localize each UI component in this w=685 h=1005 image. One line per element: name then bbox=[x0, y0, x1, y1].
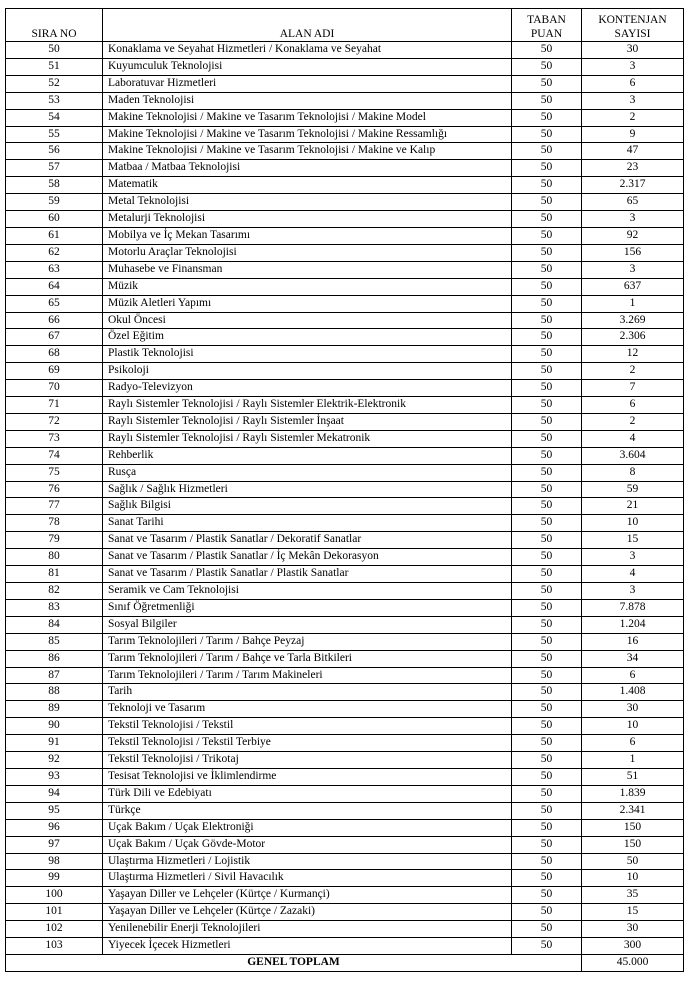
cell-sira-no: 59 bbox=[6, 194, 103, 211]
cell-sira-no: 98 bbox=[6, 853, 103, 870]
cell-taban-puan: 50 bbox=[512, 887, 582, 904]
cell-sira-no: 50 bbox=[6, 42, 103, 59]
cell-kontenjan: 30 bbox=[582, 42, 684, 59]
cell-sira-no: 54 bbox=[6, 109, 103, 126]
table-row bbox=[6, 380, 684, 397]
cell-taban-puan: 50 bbox=[512, 515, 582, 532]
table-row bbox=[6, 42, 684, 59]
cell-kontenjan: 3 bbox=[582, 549, 684, 566]
cell-sira-no: 70 bbox=[6, 380, 103, 397]
cell-alan-adi: Tekstil Teknolojisi / Tekstil Terbiye bbox=[103, 735, 512, 752]
table-row bbox=[6, 295, 684, 312]
cell-kontenjan: 1 bbox=[582, 295, 684, 312]
cell-sira-no: 92 bbox=[6, 752, 103, 769]
cell-alan-adi: Sanat ve Tasarım / Plastik Sanatlar / İç Mekân Dekorasyon bbox=[103, 549, 512, 566]
cell-taban-puan: 50 bbox=[512, 464, 582, 481]
table-row bbox=[6, 904, 684, 921]
total-row bbox=[6, 954, 684, 971]
cell-kontenjan: 6 bbox=[582, 667, 684, 684]
cell-kontenjan: 12 bbox=[582, 346, 684, 363]
cell-alan-adi: Kuyumculuk Teknolojisi bbox=[103, 58, 512, 75]
cell-sira-no: 86 bbox=[6, 650, 103, 667]
cell-taban-puan: 50 bbox=[512, 363, 582, 380]
cell-taban-puan: 50 bbox=[512, 447, 582, 464]
table-row bbox=[6, 329, 684, 346]
cell-kontenjan: 2 bbox=[582, 109, 684, 126]
total-label: GENEL TOPLAM bbox=[6, 954, 582, 971]
cell-sira-no: 62 bbox=[6, 244, 103, 261]
cell-kontenjan: 35 bbox=[582, 887, 684, 904]
cell-alan-adi: Tarım Teknolojileri / Tarım / Bahçe Peyzaj bbox=[103, 633, 512, 650]
cell-taban-puan: 50 bbox=[512, 583, 582, 600]
cell-sira-no: 81 bbox=[6, 566, 103, 583]
cell-alan-adi: Raylı Sistemler Teknolojisi / Raylı Sistemler Elektrik-Elektronik bbox=[103, 397, 512, 414]
table-row bbox=[6, 92, 684, 109]
cell-sira-no: 97 bbox=[6, 836, 103, 853]
cell-sira-no: 93 bbox=[6, 768, 103, 785]
cell-kontenjan: 16 bbox=[582, 633, 684, 650]
cell-taban-puan: 50 bbox=[512, 785, 582, 802]
cell-taban-puan: 50 bbox=[512, 532, 582, 549]
header-kontenjan-line2: SAYISI bbox=[614, 27, 651, 40]
cell-taban-puan: 50 bbox=[512, 75, 582, 92]
quota-table bbox=[5, 8, 684, 972]
cell-sira-no: 67 bbox=[6, 329, 103, 346]
cell-kontenjan: 3.604 bbox=[582, 447, 684, 464]
header-taban-puan-line1: TABAN bbox=[527, 14, 566, 26]
cell-kontenjan: 1.839 bbox=[582, 785, 684, 802]
cell-taban-puan: 50 bbox=[512, 802, 582, 819]
cell-taban-puan: 50 bbox=[512, 177, 582, 194]
cell-sira-no: 77 bbox=[6, 498, 103, 515]
cell-alan-adi: Tesisat Teknolojisi ve İklimlendirme bbox=[103, 768, 512, 785]
table-row bbox=[6, 633, 684, 650]
cell-alan-adi: Plastik Teknolojisi bbox=[103, 346, 512, 363]
cell-sira-no: 95 bbox=[6, 802, 103, 819]
table-row bbox=[6, 498, 684, 515]
cell-kontenjan: 3 bbox=[582, 211, 684, 228]
header-row bbox=[6, 9, 684, 42]
cell-taban-puan: 50 bbox=[512, 481, 582, 498]
cell-alan-adi: Uçak Bakım / Uçak Elektroniği bbox=[103, 819, 512, 836]
cell-alan-adi: Metalurji Teknolojisi bbox=[103, 211, 512, 228]
table-row bbox=[6, 549, 684, 566]
cell-alan-adi: Sanat ve Tasarım / Plastik Sanatlar / Plastik Sanatlar bbox=[103, 566, 512, 583]
table-row bbox=[6, 244, 684, 261]
cell-sira-no: 66 bbox=[6, 312, 103, 329]
cell-kontenjan: 15 bbox=[582, 532, 684, 549]
cell-sira-no: 57 bbox=[6, 160, 103, 177]
cell-sira-no: 73 bbox=[6, 430, 103, 447]
cell-sira-no: 82 bbox=[6, 583, 103, 600]
table-row bbox=[6, 599, 684, 616]
cell-taban-puan: 50 bbox=[512, 633, 582, 650]
cell-kontenjan: 21 bbox=[582, 498, 684, 515]
cell-taban-puan: 50 bbox=[512, 380, 582, 397]
cell-sira-no: 76 bbox=[6, 481, 103, 498]
cell-sira-no: 68 bbox=[6, 346, 103, 363]
cell-alan-adi: Rusça bbox=[103, 464, 512, 481]
header-alan-adi: ALAN ADI bbox=[103, 9, 512, 42]
cell-alan-adi: Sağlık / Sağlık Hizmetleri bbox=[103, 481, 512, 498]
cell-alan-adi: Makine Teknolojisi / Makine ve Tasarım Teknolojisi / Makine Model bbox=[103, 109, 512, 126]
cell-alan-adi: Yaşayan Diller ve Lehçeler (Kürtçe / Kurmançi) bbox=[103, 887, 512, 904]
cell-sira-no: 87 bbox=[6, 667, 103, 684]
cell-sira-no: 90 bbox=[6, 718, 103, 735]
cell-kontenjan: 2.306 bbox=[582, 329, 684, 346]
cell-taban-puan: 50 bbox=[512, 599, 582, 616]
table-row bbox=[6, 583, 684, 600]
cell-alan-adi: Tekstil Teknolojisi / Trikotaj bbox=[103, 752, 512, 769]
cell-taban-puan: 50 bbox=[512, 498, 582, 515]
cell-kontenjan: 1.204 bbox=[582, 616, 684, 633]
cell-kontenjan: 3.269 bbox=[582, 312, 684, 329]
cell-alan-adi: Müzik bbox=[103, 278, 512, 295]
cell-kontenjan: 2 bbox=[582, 363, 684, 380]
cell-taban-puan: 50 bbox=[512, 126, 582, 143]
cell-alan-adi: Rehberlik bbox=[103, 447, 512, 464]
cell-sira-no: 96 bbox=[6, 819, 103, 836]
header-taban-puan-line2: PUAN bbox=[530, 27, 563, 40]
cell-alan-adi: Metal Teknolojisi bbox=[103, 194, 512, 211]
table-row bbox=[6, 870, 684, 887]
cell-taban-puan: 50 bbox=[512, 329, 582, 346]
cell-sira-no: 84 bbox=[6, 616, 103, 633]
table-row bbox=[6, 684, 684, 701]
header-kontenjan bbox=[582, 9, 684, 42]
cell-alan-adi: Tarım Teknolojileri / Tarım / Bahçe ve Tarla Bitkileri bbox=[103, 650, 512, 667]
cell-alan-adi: Tarım Teknolojileri / Tarım / Tarım Makineleri bbox=[103, 667, 512, 684]
table-row bbox=[6, 58, 684, 75]
cell-kontenjan: 23 bbox=[582, 160, 684, 177]
cell-sira-no: 52 bbox=[6, 75, 103, 92]
cell-alan-adi: Tarih bbox=[103, 684, 512, 701]
cell-kontenjan: 10 bbox=[582, 515, 684, 532]
cell-kontenjan: 3 bbox=[582, 583, 684, 600]
cell-taban-puan: 50 bbox=[512, 718, 582, 735]
table-body bbox=[6, 42, 684, 955]
table-row bbox=[6, 650, 684, 667]
table-row bbox=[6, 802, 684, 819]
cell-kontenjan: 2.341 bbox=[582, 802, 684, 819]
table-row bbox=[6, 227, 684, 244]
cell-alan-adi: Türkçe bbox=[103, 802, 512, 819]
cell-alan-adi: Makine Teknolojisi / Makine ve Tasarım Teknolojisi / Makine Ressamlığı bbox=[103, 126, 512, 143]
table-row bbox=[6, 853, 684, 870]
table-row bbox=[6, 464, 684, 481]
table-row bbox=[6, 397, 684, 414]
cell-taban-puan: 50 bbox=[512, 819, 582, 836]
cell-kontenjan: 50 bbox=[582, 853, 684, 870]
cell-kontenjan: 6 bbox=[582, 397, 684, 414]
cell-alan-adi: Yiyecek İçecek Hizmetleri bbox=[103, 938, 512, 955]
cell-sira-no: 102 bbox=[6, 921, 103, 938]
cell-sira-no: 60 bbox=[6, 211, 103, 228]
cell-kontenjan: 300 bbox=[582, 938, 684, 955]
table-row bbox=[6, 616, 684, 633]
cell-alan-adi: Sanat ve Tasarım / Plastik Sanatlar / Dekoratif Sanatlar bbox=[103, 532, 512, 549]
cell-kontenjan: 150 bbox=[582, 836, 684, 853]
cell-kontenjan: 1.408 bbox=[582, 684, 684, 701]
cell-kontenjan: 4 bbox=[582, 430, 684, 447]
cell-kontenjan: 9 bbox=[582, 126, 684, 143]
cell-taban-puan: 50 bbox=[512, 278, 582, 295]
cell-taban-puan: 50 bbox=[512, 667, 582, 684]
header-taban-puan bbox=[512, 9, 582, 42]
cell-taban-puan: 50 bbox=[512, 194, 582, 211]
table-row bbox=[6, 363, 684, 380]
table-row bbox=[6, 109, 684, 126]
cell-sira-no: 85 bbox=[6, 633, 103, 650]
cell-kontenjan: 51 bbox=[582, 768, 684, 785]
cell-kontenjan: 47 bbox=[582, 143, 684, 160]
cell-sira-no: 83 bbox=[6, 599, 103, 616]
table-row bbox=[6, 413, 684, 430]
table-row bbox=[6, 532, 684, 549]
table-row bbox=[6, 938, 684, 955]
cell-kontenjan: 637 bbox=[582, 278, 684, 295]
table-row bbox=[6, 346, 684, 363]
cell-alan-adi: Motorlu Araçlar Teknolojisi bbox=[103, 244, 512, 261]
table-row bbox=[6, 921, 684, 938]
cell-taban-puan: 50 bbox=[512, 921, 582, 938]
table-row bbox=[6, 481, 684, 498]
cell-sira-no: 94 bbox=[6, 785, 103, 802]
cell-kontenjan: 30 bbox=[582, 701, 684, 718]
cell-alan-adi: Sınıf Öğretmenliği bbox=[103, 599, 512, 616]
cell-taban-puan: 50 bbox=[512, 430, 582, 447]
table-row bbox=[6, 177, 684, 194]
cell-alan-adi: Tekstil Teknolojisi / Tekstil bbox=[103, 718, 512, 735]
cell-kontenjan: 7 bbox=[582, 380, 684, 397]
cell-alan-adi: Psikoloji bbox=[103, 363, 512, 380]
cell-taban-puan: 50 bbox=[512, 701, 582, 718]
cell-taban-puan: 50 bbox=[512, 904, 582, 921]
cell-taban-puan: 50 bbox=[512, 42, 582, 59]
cell-sira-no: 75 bbox=[6, 464, 103, 481]
cell-alan-adi: Konaklama ve Seyahat Hizmetleri / Konaklama ve Seyahat bbox=[103, 42, 512, 59]
table-row bbox=[6, 75, 684, 92]
cell-kontenjan: 2.317 bbox=[582, 177, 684, 194]
cell-sira-no: 89 bbox=[6, 701, 103, 718]
cell-alan-adi: Makine Teknolojisi / Makine ve Tasarım Teknolojisi / Makine ve Kalıp bbox=[103, 143, 512, 160]
cell-alan-adi: Okul Öncesi bbox=[103, 312, 512, 329]
cell-sira-no: 51 bbox=[6, 58, 103, 75]
cell-kontenjan: 2 bbox=[582, 413, 684, 430]
cell-kontenjan: 150 bbox=[582, 819, 684, 836]
cell-alan-adi: Matbaa / Matbaa Teknolojisi bbox=[103, 160, 512, 177]
cell-sira-no: 103 bbox=[6, 938, 103, 955]
cell-alan-adi: Laboratuvar Hizmetleri bbox=[103, 75, 512, 92]
cell-taban-puan: 50 bbox=[512, 650, 582, 667]
cell-kontenjan: 6 bbox=[582, 75, 684, 92]
cell-sira-no: 71 bbox=[6, 397, 103, 414]
cell-kontenjan: 92 bbox=[582, 227, 684, 244]
table-row bbox=[6, 515, 684, 532]
cell-taban-puan: 50 bbox=[512, 853, 582, 870]
cell-alan-adi: Müzik Aletleri Yapımı bbox=[103, 295, 512, 312]
cell-kontenjan: 65 bbox=[582, 194, 684, 211]
cell-kontenjan: 1 bbox=[582, 752, 684, 769]
cell-alan-adi: Yenilenebilir Enerji Teknolojileri bbox=[103, 921, 512, 938]
table-row bbox=[6, 278, 684, 295]
cell-taban-puan: 50 bbox=[512, 346, 582, 363]
table-row bbox=[6, 768, 684, 785]
cell-kontenjan: 4 bbox=[582, 566, 684, 583]
cell-sira-no: 55 bbox=[6, 126, 103, 143]
cell-alan-adi: Teknoloji ve Tasarım bbox=[103, 701, 512, 718]
table-row bbox=[6, 752, 684, 769]
table-row bbox=[6, 785, 684, 802]
table-row bbox=[6, 819, 684, 836]
cell-taban-puan: 50 bbox=[512, 143, 582, 160]
cell-sira-no: 56 bbox=[6, 143, 103, 160]
cell-taban-puan: 50 bbox=[512, 295, 582, 312]
cell-kontenjan: 10 bbox=[582, 870, 684, 887]
cell-kontenjan: 59 bbox=[582, 481, 684, 498]
cell-sira-no: 53 bbox=[6, 92, 103, 109]
cell-sira-no: 64 bbox=[6, 278, 103, 295]
cell-sira-no: 79 bbox=[6, 532, 103, 549]
table-row bbox=[6, 312, 684, 329]
cell-taban-puan: 50 bbox=[512, 227, 582, 244]
cell-kontenjan: 15 bbox=[582, 904, 684, 921]
cell-taban-puan: 50 bbox=[512, 870, 582, 887]
cell-taban-puan: 50 bbox=[512, 768, 582, 785]
cell-alan-adi: Sanat Tarihi bbox=[103, 515, 512, 532]
cell-taban-puan: 50 bbox=[512, 160, 582, 177]
cell-taban-puan: 50 bbox=[512, 261, 582, 278]
cell-alan-adi: Muhasebe ve Finansman bbox=[103, 261, 512, 278]
cell-taban-puan: 50 bbox=[512, 566, 582, 583]
table-row bbox=[6, 718, 684, 735]
cell-taban-puan: 50 bbox=[512, 244, 582, 261]
cell-kontenjan: 6 bbox=[582, 735, 684, 752]
cell-sira-no: 58 bbox=[6, 177, 103, 194]
cell-alan-adi: Seramik ve Cam Teknolojisi bbox=[103, 583, 512, 600]
cell-kontenjan: 30 bbox=[582, 921, 684, 938]
cell-alan-adi: Ulaştırma Hizmetleri / Sivil Havacılık bbox=[103, 870, 512, 887]
cell-sira-no: 63 bbox=[6, 261, 103, 278]
table-row bbox=[6, 430, 684, 447]
cell-sira-no: 101 bbox=[6, 904, 103, 921]
header-kontenjan-line1: KONTENJAN bbox=[598, 14, 667, 26]
cell-alan-adi: Radyo-Televizyon bbox=[103, 380, 512, 397]
cell-taban-puan: 50 bbox=[512, 549, 582, 566]
cell-taban-puan: 50 bbox=[512, 735, 582, 752]
cell-taban-puan: 50 bbox=[512, 58, 582, 75]
cell-taban-puan: 50 bbox=[512, 684, 582, 701]
table-row bbox=[6, 160, 684, 177]
cell-sira-no: 65 bbox=[6, 295, 103, 312]
cell-alan-adi: Sosyal Bilgiler bbox=[103, 616, 512, 633]
table-row bbox=[6, 701, 684, 718]
cell-sira-no: 69 bbox=[6, 363, 103, 380]
cell-taban-puan: 50 bbox=[512, 211, 582, 228]
cell-taban-puan: 50 bbox=[512, 938, 582, 955]
cell-kontenjan: 7.878 bbox=[582, 599, 684, 616]
cell-sira-no: 80 bbox=[6, 549, 103, 566]
table-row bbox=[6, 667, 684, 684]
table-row bbox=[6, 566, 684, 583]
table-row bbox=[6, 261, 684, 278]
cell-taban-puan: 50 bbox=[512, 109, 582, 126]
table-row bbox=[6, 143, 684, 160]
cell-alan-adi: Maden Teknolojisi bbox=[103, 92, 512, 109]
table-row bbox=[6, 887, 684, 904]
cell-kontenjan: 34 bbox=[582, 650, 684, 667]
cell-kontenjan: 3 bbox=[582, 58, 684, 75]
cell-kontenjan: 10 bbox=[582, 718, 684, 735]
cell-alan-adi: Mobilya ve İç Mekan Tasarımı bbox=[103, 227, 512, 244]
cell-sira-no: 91 bbox=[6, 735, 103, 752]
cell-kontenjan: 156 bbox=[582, 244, 684, 261]
cell-taban-puan: 50 bbox=[512, 397, 582, 414]
table-row bbox=[6, 126, 684, 143]
cell-sira-no: 61 bbox=[6, 227, 103, 244]
cell-alan-adi: Ulaştırma Hizmetleri / Lojistik bbox=[103, 853, 512, 870]
total-value: 45.000 bbox=[582, 954, 684, 971]
cell-kontenjan: 3 bbox=[582, 261, 684, 278]
cell-alan-adi: Özel Eğitim bbox=[103, 329, 512, 346]
cell-sira-no: 99 bbox=[6, 870, 103, 887]
cell-alan-adi: Uçak Bakım / Uçak Gövde-Motor bbox=[103, 836, 512, 853]
cell-alan-adi: Yaşayan Diller ve Lehçeler (Kürtçe / Zazaki) bbox=[103, 904, 512, 921]
table-row bbox=[6, 735, 684, 752]
cell-alan-adi: Türk Dili ve Edebiyatı bbox=[103, 785, 512, 802]
table-row bbox=[6, 211, 684, 228]
cell-taban-puan: 50 bbox=[512, 836, 582, 853]
cell-alan-adi: Matematik bbox=[103, 177, 512, 194]
header-sira-no: SIRA NO bbox=[6, 9, 103, 42]
cell-taban-puan: 50 bbox=[512, 312, 582, 329]
cell-sira-no: 100 bbox=[6, 887, 103, 904]
cell-alan-adi: Raylı Sistemler Teknolojisi / Raylı Sistemler Mekatronik bbox=[103, 430, 512, 447]
cell-sira-no: 88 bbox=[6, 684, 103, 701]
cell-kontenjan: 3 bbox=[582, 92, 684, 109]
cell-taban-puan: 50 bbox=[512, 752, 582, 769]
table-row bbox=[6, 194, 684, 211]
cell-sira-no: 72 bbox=[6, 413, 103, 430]
table-row bbox=[6, 836, 684, 853]
cell-sira-no: 78 bbox=[6, 515, 103, 532]
cell-alan-adi: Sağlık Bilgisi bbox=[103, 498, 512, 515]
cell-kontenjan: 8 bbox=[582, 464, 684, 481]
cell-alan-adi: Raylı Sistemler Teknolojisi / Raylı Sistemler İnşaat bbox=[103, 413, 512, 430]
cell-taban-puan: 50 bbox=[512, 413, 582, 430]
cell-taban-puan: 50 bbox=[512, 616, 582, 633]
table-row bbox=[6, 447, 684, 464]
cell-sira-no: 74 bbox=[6, 447, 103, 464]
cell-taban-puan: 50 bbox=[512, 92, 582, 109]
